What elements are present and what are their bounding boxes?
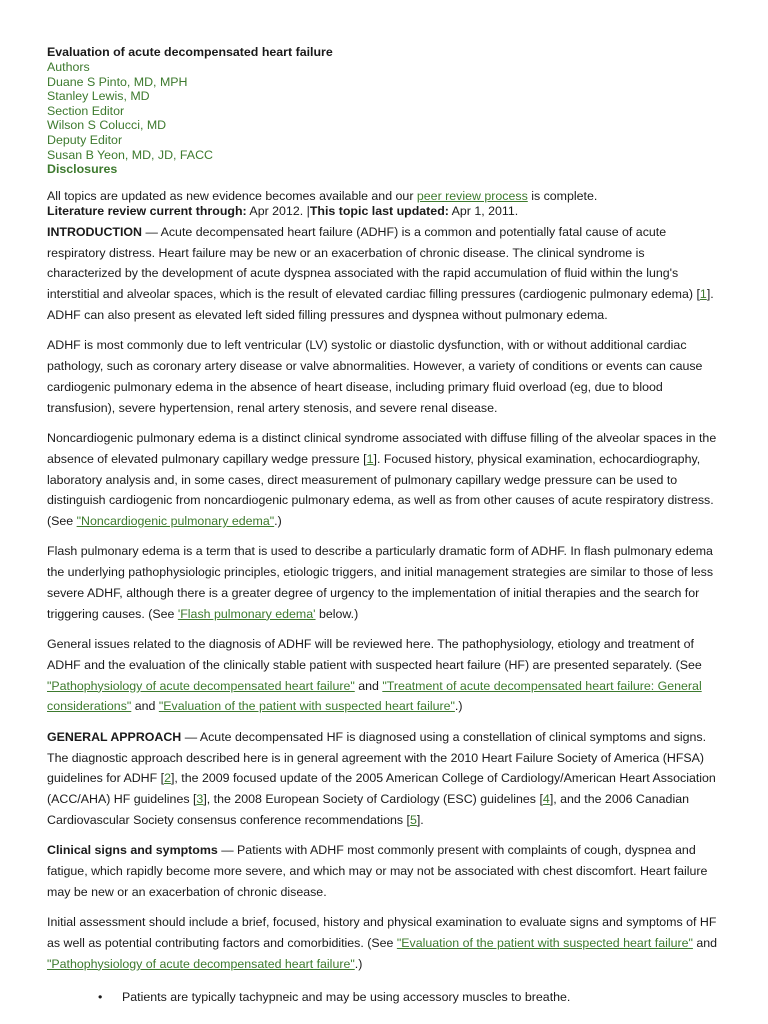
paragraph-text: General issues related to the diagnosis of ADHF will be reviewed here. The pathophysiology, etiology and treatment of ADHF and the evaluation of the clinically stable patient with suspected heart failure (HF) are presented separately. (See — [47, 637, 702, 672]
section-link[interactable]: 'Flash pulmonary edema' — [177, 606, 316, 621]
paragraph-text: and — [692, 935, 718, 950]
paragraph — [47, 428, 722, 532]
literature-review-label: Literature review current through: — [47, 203, 247, 218]
topic-link[interactable]: "Pathophysiology of acute decompensated heart failure" — [47, 678, 355, 693]
topic-link[interactable]: "Pathophysiology of acute decompensated heart failure" — [47, 956, 355, 971]
paragraph-text: Flash pulmonary edema is a term that is used to describe a particularly dramatic form of ADHF. In flash pulmonary edema the underlying pathophysiologic principles, etiologic triggers, and initial management strategies are similar to those of less severe ADHF, although there is a greater degree of urgency to the implementation of initial therapies and the search for triggering causes. (See — [47, 544, 714, 621]
bullet-list — [47, 987, 722, 1007]
peer-review-link[interactable]: peer review process — [416, 188, 528, 203]
paragraph — [47, 335, 722, 418]
reference-link[interactable]: 5 — [409, 812, 417, 827]
paragraph-text: ], the 2008 European Society of Cardiology (ESC) guidelines [ — [203, 792, 543, 807]
topic-meta — [47, 60, 722, 177]
paragraph-text: ]. — [416, 812, 424, 827]
update-text: is complete. — [527, 188, 598, 203]
paragraph-text: Initial assessment should include a brief, focused, history and physical examination to evaluate signs and symptoms of HF as well as potential contributing factors and comorbidities. (See — [47, 915, 717, 950]
section-heading: INTRODUCTION — [47, 224, 142, 239]
topic-link[interactable]: "Treatment of acute decompensated heart failure: General considerations" — [47, 678, 702, 714]
author-link[interactable]: Stanley Lewis, MD — [47, 89, 150, 104]
review-dates — [47, 204, 722, 219]
paragraph-text: ]. Focused history, physical examination, echocardiography, laboratory analysis and, in some cases, direct measurement of pulmonary capillary wedge pressure can be used to distinguish cardiogenic from noncardiogenic pulmonary edema, as well as from other causes of acute respiratory distress. (See — [47, 451, 714, 529]
reference-link[interactable]: 1 — [699, 287, 707, 302]
topic-updated-label: This topic last updated: — [309, 203, 449, 218]
topic-link[interactable]: "Evaluation of the patient with suspected heart failure" — [396, 935, 693, 950]
section-editor-link[interactable]: Wilson S Colucci, MD — [47, 118, 167, 133]
paragraph-text: ], the 2009 focused update of the 2005 American College of Cardiology/American Heart Association (ACC/AHA) HF guidelines [ — [47, 771, 716, 807]
paragraph-text: .) — [274, 514, 282, 529]
update-notice — [47, 189, 722, 204]
author-link[interactable]: Duane S Pinto, MD, MPH — [47, 74, 188, 89]
paragraph-text: below.) — [315, 606, 359, 621]
paragraph-text: .) — [354, 956, 363, 971]
general-approach-paragraph — [47, 727, 722, 831]
paragraph-text: and — [354, 678, 383, 693]
paragraph — [47, 634, 722, 717]
paragraph-text: — Acute decompensated HF is diagnosed using a constellation of clinical symptoms and signs. The diagnostic approach described here is in general agreement with the 2010 Heart Failure Society of America (HFSA) guidelines for ADHF [ — [47, 729, 707, 786]
list-item: • Patients are typically tachypneic and may be using accessory muscles to breathe. — [122, 987, 722, 1007]
reference-link[interactable]: 1 — [366, 451, 374, 466]
deputy-editor-label: Deputy Editor — [47, 132, 123, 147]
reference-link[interactable]: 2 — [164, 771, 171, 786]
clinical-signs-paragraph — [47, 840, 722, 902]
paragraph-text: Noncardiogenic pulmonary edema is a distinct clinical syndrome associated with diffuse filling of the alveolar spaces in the absence of elevated pulmonary capillary wedge pressure [ — [47, 430, 717, 466]
update-text: All topics are updated as new evidence becomes available and our — [47, 188, 417, 203]
paragraph-text: ], and the 2006 Canadian Cardiovascular Society consensus conference recommendations [ — [47, 792, 689, 827]
introduction-paragraph — [47, 222, 722, 326]
disclosures-link[interactable]: Disclosures — [47, 162, 118, 177]
topic-updated-value: Apr 1, 2011. — [448, 203, 519, 218]
subsection-heading: Clinical signs and symptoms — [47, 843, 218, 858]
reference-link[interactable]: 3 — [196, 792, 204, 807]
literature-review-value: Apr 2012. | — [246, 203, 310, 218]
topic-title: Evaluation of acute decompensated heart failure — [47, 45, 333, 59]
paragraph-text: ]. ADHF can also present as elevated left sided filling pressures and dyspnea without pulmonary edema. — [47, 287, 714, 322]
section-editor-label: Section Editor — [47, 103, 125, 118]
deputy-editor-link[interactable]: Susan B Yeon, MD, JD, FACC — [47, 147, 213, 162]
paragraph-text: — Acute decompensated heart failure (ADHF) is a common and potentially fatal cause of acute respiratory distress. Heart failure may be new or an exacerbation of chronic disease. The clinical syndrome is characterized by the development of acute dyspnea associated with the rapid accumulation of fluid within the lung's interstitial and alveolar spaces, which is the result of elevated cardiac filling pressures (cardiogenic pulmonary edema) [ — [47, 224, 700, 302]
paragraph — [47, 912, 722, 974]
paragraph-text: ADHF is most commonly due to left ventricular (LV) systolic or diastolic dysfunction, with or without additional cardiac pathology, such as coronary artery disease or valve abnormalities. However, a variety of conditions or events can cause cardiogenic pulmonary edema in the absence of heart disease, including primary fluid overload (eg, due to blood transfusion), severe hypertension, renal artery stenosis, and severe renal disease. — [47, 338, 703, 415]
paragraph-text: — Patients with ADHF most commonly present with complaints of cough, dyspnea and fatigue, which rapidly become more severe, and which may or may not be associated with chest discomfort. Heart failure may be new or an exacerbation of chronic disease. — [47, 843, 708, 899]
paragraph-text: .) — [454, 699, 463, 714]
topic-link[interactable]: "Evaluation of the patient with suspected heart failure" — [158, 699, 455, 714]
paragraph-text: and — [131, 699, 159, 714]
reference-link[interactable]: 4 — [542, 792, 550, 807]
authors-label: Authors — [47, 60, 90, 74]
topic-link[interactable]: "Noncardiogenic pulmonary edema" — [76, 514, 275, 529]
paragraph — [47, 541, 722, 624]
section-heading: GENERAL APPROACH — [47, 729, 182, 744]
